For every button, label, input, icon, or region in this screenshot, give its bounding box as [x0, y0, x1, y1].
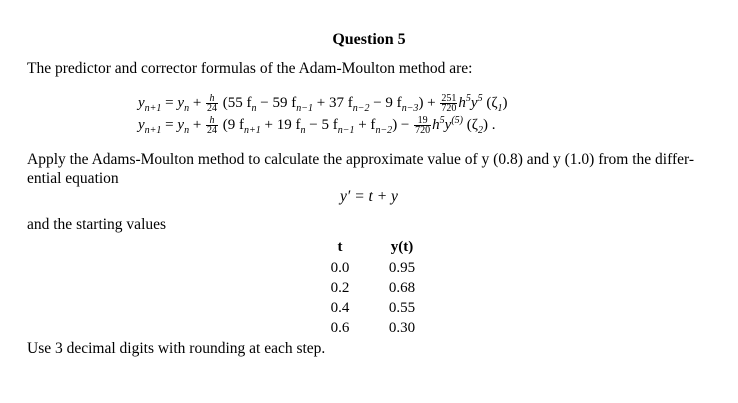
predictor-step-fraction: $\frac{h}{24}$	[207, 93, 218, 115]
table-row	[318, 258, 422, 278]
question-title: Question 5	[332, 31, 406, 48]
corrector-error-fraction: $\frac{19}{720}$	[415, 115, 431, 137]
predictor-error-fraction: $\frac{251}{720}$	[441, 93, 457, 115]
column-header-y: y(t)	[390, 238, 414, 255]
cell-t: 0.0	[330, 259, 350, 276]
cell-y: 0.55	[388, 299, 416, 316]
instructions-footer: Use 3 decimal digits with rounding at each step.	[27, 340, 326, 357]
table-header-row	[318, 236, 422, 258]
corrector-step-fraction: $\frac{h}{24}$	[207, 115, 218, 137]
column-header-t: t	[337, 238, 343, 255]
table-row	[318, 318, 422, 338]
cell-y: 0.68	[388, 279, 416, 296]
table-row	[318, 298, 422, 318]
apply-text-line-2: ential equation	[27, 170, 119, 187]
starting-values-table	[318, 236, 422, 338]
cell-t: 0.4	[330, 299, 350, 316]
cell-y: 0.95	[388, 259, 416, 276]
predictor-formula: $y_{n+1} = y_n$ + $\frac{h}{24}$ (55 $f_n - 59$ $f_{n-1} + 37$ $f_{n-2} - 9$ $f_{n-3}$) + $\frac{251}{720}$ $h^5y^5$ $(\zeta_1)$	[138, 93, 508, 115]
differential-equation: y′ = t + y	[340, 188, 398, 205]
table-row	[318, 278, 422, 298]
cell-y: 0.30	[388, 319, 416, 336]
cell-t: 0.2	[330, 279, 350, 296]
apply-text-line-1: Apply the Adams-Moulton method to calculate the approximate value of y (0.8) and y (1.0) from the differ-	[27, 151, 695, 168]
cell-t: 0.6	[330, 319, 350, 336]
corrector-formula: $y_{n+1} = y_n$ + $\frac{h}{24}$ (9 $f_{n+1} + 19$ $f_n - 5$ $f_{n-1} + f_{n-2}$) − $\frac{19}{720}$ $h^5y^{(5)}$ $(\zeta_2)$ .	[138, 115, 496, 137]
intro-text: The predictor and corrector formulas of the Adam-Moulton method are:	[27, 60, 473, 77]
starting-values-label: and the starting values	[27, 216, 167, 233]
